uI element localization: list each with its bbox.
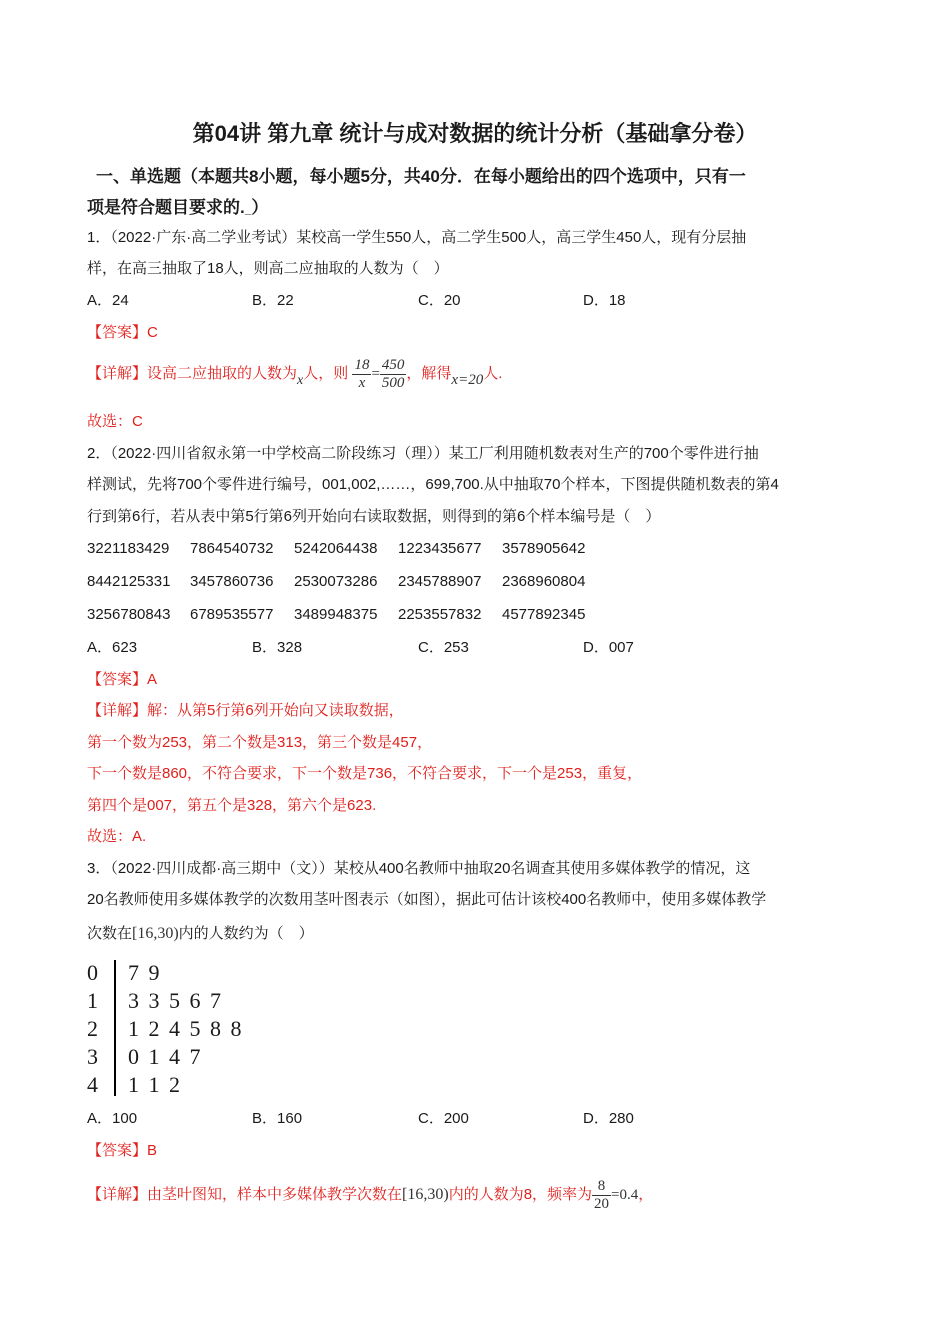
leaf-values: 1 1 2 [128, 1072, 180, 1097]
random-table-cell: 3489948375 [294, 606, 378, 623]
q1-detail-post: ，解得 [406, 365, 452, 382]
q2-option-c: C．253 [418, 639, 469, 656]
leaf-values: 7 9 [128, 960, 160, 985]
stem-value: 0 [87, 960, 98, 985]
answer-label: 【答案】 [87, 1142, 148, 1159]
q2-option-d: D．007 [583, 639, 634, 656]
stem-value: 3 [87, 1044, 98, 1069]
q1-solution: x=20 [451, 372, 484, 388]
section-heading-line2: 项是符合题目要求的._） [87, 198, 269, 217]
q2-option-b: B．328 [252, 639, 303, 656]
q2-conclusion: 故选：A. [87, 828, 147, 845]
detail-label: 【详解】 [87, 1186, 148, 1203]
random-table-cell: 2253557832 [398, 606, 482, 623]
page-title: 第04讲 第九章 统计与成对数据的统计分析（基础拿分卷） [192, 121, 758, 146]
q3-option-c: C．200 [418, 1110, 469, 1127]
leaf-values: 1 2 4 5 8 8 [128, 1016, 242, 1041]
q3-line3-post: 内的人数约为（ ） [178, 925, 314, 942]
q1-answer [87, 323, 158, 343]
q2-answer-value: A [147, 671, 158, 688]
random-table-cell: 3256780843 [87, 606, 171, 623]
q1-fraction-1 [352, 357, 371, 392]
q3-answer [87, 1141, 157, 1161]
random-table-cell: 5242064438 [294, 540, 378, 557]
q1-frac2-num: 450 [381, 356, 405, 373]
q1-fraction-2 [380, 357, 407, 392]
section-heading-line2-text: 项是符合题目要求的. [87, 198, 245, 217]
q2-text-line3: 行到第6行，若从表中第5行第6列开始向右读取数据，则得到的第6个样本编号是（ ） [87, 508, 661, 525]
detail-label: 【详解】 [87, 702, 148, 719]
q1-text-line2: 样，在高三抽取了18人，则高二应抽取的人数为（ ） [87, 260, 449, 277]
detail-label: 【详解】 [87, 365, 148, 382]
q2-detail-line1 [87, 701, 404, 721]
q1-frac1-num: 18 [354, 356, 370, 373]
q2-detail-line4: 第四个是007，第五个是328，第六个是623. [87, 797, 377, 814]
section-heading-line1: 一、单选题（本题共8小题，每小题5分，共40分．在每小题给出的四个选项中，只有一 [96, 167, 746, 186]
random-table-cell: 2368960804 [502, 573, 586, 590]
q3-detail-mid: 内的人数为8，频率为 [448, 1186, 593, 1203]
q2-detail-line2: 第一个数为253，第二个数是313，第三个数是457， [87, 734, 433, 751]
q3-answer-value: B [147, 1142, 158, 1159]
q1-detail-mid: 人，则 [303, 365, 349, 382]
q2-text-line2: 样测试，先将700个零件进行编号，001,002,……，699,700.从中抽取70个样本，下图提供随机数表的第4 [87, 476, 779, 493]
answer-label: 【答案】 [87, 324, 148, 341]
q3-text-line3 [87, 924, 314, 944]
q1-answer-value: C [147, 324, 158, 341]
random-table-cell: 8442125331 [87, 573, 171, 590]
q3-fraction [592, 1178, 611, 1213]
q1-detail-pre: 设高二应抽取的人数为 [147, 365, 298, 382]
q3-line3-pre: 次数在 [87, 925, 133, 942]
q1-equals: = [371, 366, 380, 382]
stem-value: 2 [87, 1016, 98, 1041]
q1-frac2-den: 500 [381, 374, 405, 391]
q1-conclusion: 故选：C [87, 413, 143, 430]
q1-detail [87, 354, 502, 395]
q1-text-line1: 1．（2022·广东·高二学业考试）某校高一学生550人，高二学生500人，高三学生450人，现有分层抽 [87, 229, 747, 246]
q3-option-d: D．280 [583, 1110, 634, 1127]
random-table-cell: 7864540732 [190, 540, 274, 557]
q3-text-line1: 3．（2022·四川成都·高三期中（文））某校从400名教师中抽取20名调查其使用多媒体教学的情况，这 [87, 860, 751, 877]
q2-detail-text1: 解：从第5行第6列开始向又读取数据， [147, 702, 404, 719]
random-table-cell: 2345788907 [398, 573, 482, 590]
stem-value: 4 [87, 1072, 98, 1097]
leaf-values: 3 3 5 6 7 [128, 988, 221, 1013]
q3-detail-interval: [16,30) [402, 1186, 449, 1203]
q3-option-a: A．100 [87, 1110, 138, 1127]
q1-option-c: C．20 [418, 292, 461, 309]
q1-option-a: A．24 [87, 292, 129, 309]
answer-label: 【答案】 [87, 671, 148, 688]
q2-answer [87, 670, 157, 690]
random-table-cell: 3457860736 [190, 573, 274, 590]
q3-detail-end: ， [638, 1186, 654, 1203]
random-table-cell: 3221183429 [87, 540, 170, 557]
q3-text-line2: 20名教师使用多媒体教学的次数用茎叶图表示（如图），据此可估计该校400名教师中，使用多媒体教学 [87, 891, 767, 908]
q2-detail-line3: 下一个数是860，不符合要求，下一个数是736，不符合要求，下一个是253，重复， [87, 765, 643, 782]
random-table-cell: 1223435677 [398, 540, 482, 557]
section-heading-line2-tail: ） [251, 198, 269, 217]
q1-option-d: D．18 [583, 292, 626, 309]
q1-detail-end: 人. [483, 365, 503, 382]
q3-interval: [16,30) [132, 925, 179, 942]
q3-option-b: B．160 [252, 1110, 303, 1127]
random-table-cell: 3578905642 [502, 540, 586, 557]
q1-var-x: x [297, 373, 304, 388]
q3-detail-value: =0.4 [611, 1187, 639, 1203]
q1-option-b: B．22 [252, 292, 294, 309]
q2-text-line1: 2．（2022·四川省叙永第一中学校高二阶段练习（理））某工厂利用随机数表对生产的700个零件进行抽 [87, 445, 759, 462]
random-table-cell: 6789535577 [190, 606, 274, 623]
random-table-cell: 4577892345 [502, 606, 586, 623]
q3-frac-den: 20 [594, 1195, 610, 1212]
q1-frac1-den: x [358, 374, 366, 391]
q3-detail-pre: 由茎叶图知，样本中多媒体教学次数在 [147, 1186, 403, 1203]
q2-option-a: A．623 [87, 639, 138, 656]
q3-frac-num: 8 [592, 1178, 611, 1196]
stem-value: 1 [87, 988, 98, 1013]
leaf-values: 0 1 4 7 [128, 1044, 201, 1069]
q3-detail [87, 1175, 653, 1215]
stem-leaf-divider [114, 960, 116, 1096]
random-table-cell: 2530073286 [294, 573, 378, 590]
